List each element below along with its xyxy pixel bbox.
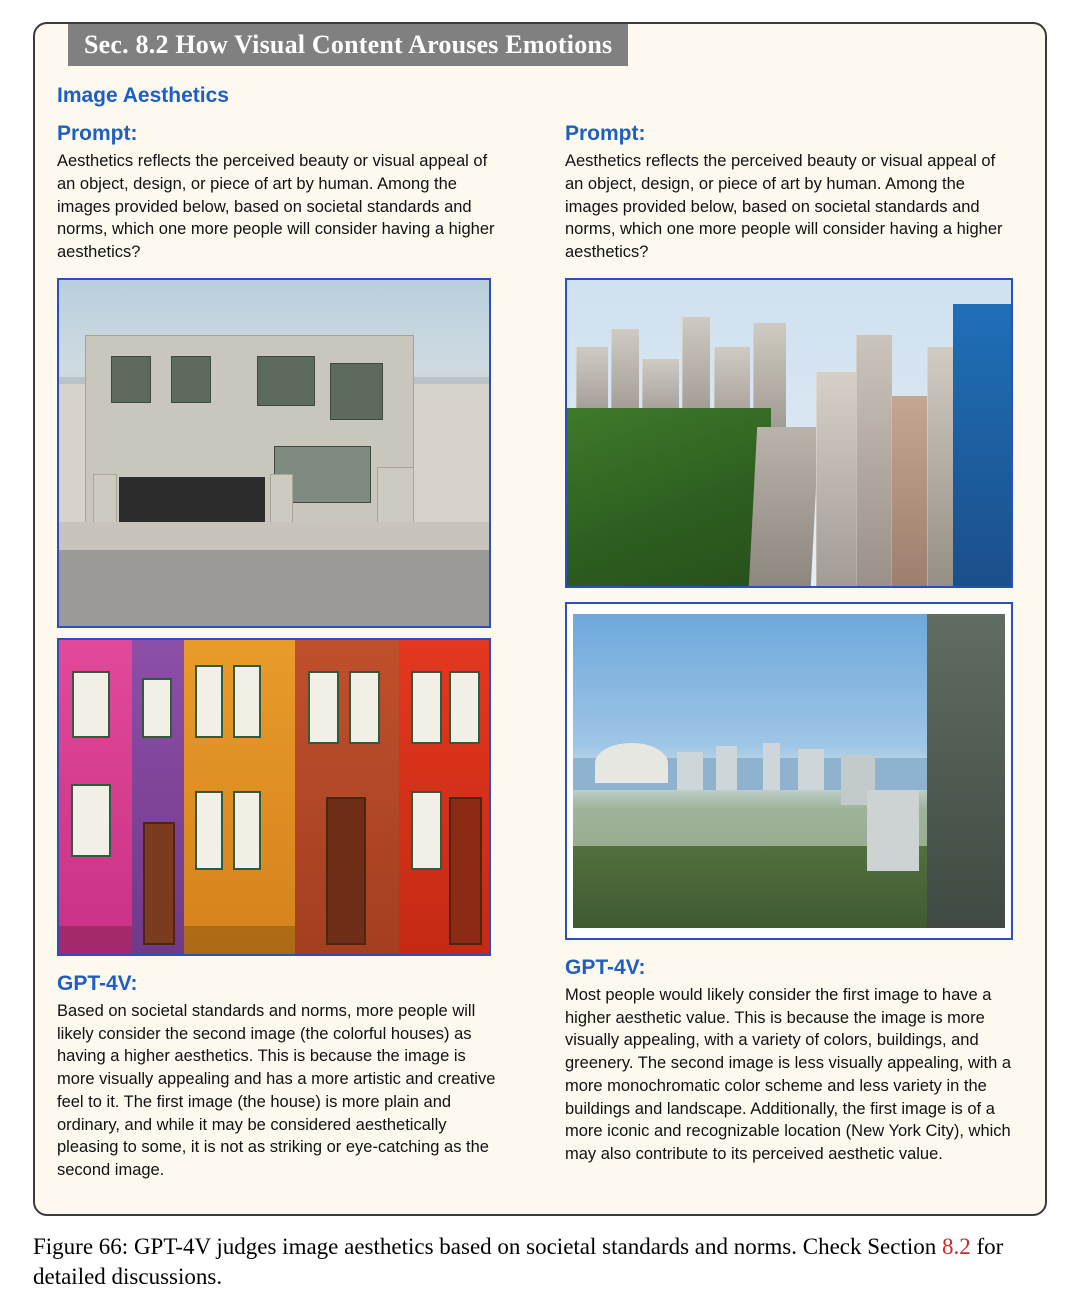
example-column-right <box>565 122 1013 1166</box>
answer-label-left: GPT-4V: <box>57 971 138 995</box>
caption-section-link[interactable]: 8.2 <box>941 1234 971 1259</box>
prompt-label-right: Prompt: <box>565 122 646 145</box>
answer-label-right: GPT-4V: <box>565 955 646 979</box>
prompt-image-left-bottom <box>57 638 491 956</box>
section-banner-label: Sec. 8.2 How Visual Content Arouses Emotions <box>84 30 613 59</box>
prompt-image-right-top <box>565 278 1013 588</box>
answer-text-left: Based on societal standards and norms, more people will likely consider the second image (the colorful houses) as having a higher aesthetics. This is because the image is more visually appealing and has a more artistic and creative feel to it. The first image (the house) is more plain and ordinary, and while it may be considered aesthetically pleasing to some, it is not as striking or eye-catching as the second image. <box>57 1001 496 1180</box>
subsection-title: Image Aesthetics <box>57 84 229 107</box>
prompt-image-right-bottom <box>565 602 1013 940</box>
figure-caption <box>33 1232 1047 1292</box>
prompt-text-left: Aesthetics reflects the perceived beauty or visual appeal of an object, design, or piece of art by human. Among the images provided below, based on societal standards and norms, which one more people will consider having a higher aesthetics? <box>57 152 495 262</box>
caption-text-part2: for detailed discussions. <box>33 1234 1004 1289</box>
section-banner <box>68 24 628 66</box>
answer-text-right: Most people would likely consider the first image to have a higher aesthetic value. This is because the image is more visually appealing, with a variety of colors, buildings, and greenery. The second image is less visually appealing, with a more monochromatic color scheme and less variety in the buildings and landscape. Additionally, the first image is of a more iconic and recognizable location (New York City), which may also contribute to its perceived aesthetic value. <box>565 985 1012 1164</box>
caption-text-part1: Figure 66: GPT-4V judges image aesthetics based on societal standards and norms. Check Section <box>33 1234 942 1259</box>
prompt-text-right: Aesthetics reflects the perceived beauty or visual appeal of an object, design, or piece of art by human. Among the images provided below, based on societal standards and norms, which one more people will consider having a higher aesthetics? <box>565 152 1003 262</box>
prompt-label-left: Prompt: <box>57 122 138 145</box>
prompt-image-left-top <box>57 278 491 628</box>
example-column-left <box>57 122 505 1182</box>
